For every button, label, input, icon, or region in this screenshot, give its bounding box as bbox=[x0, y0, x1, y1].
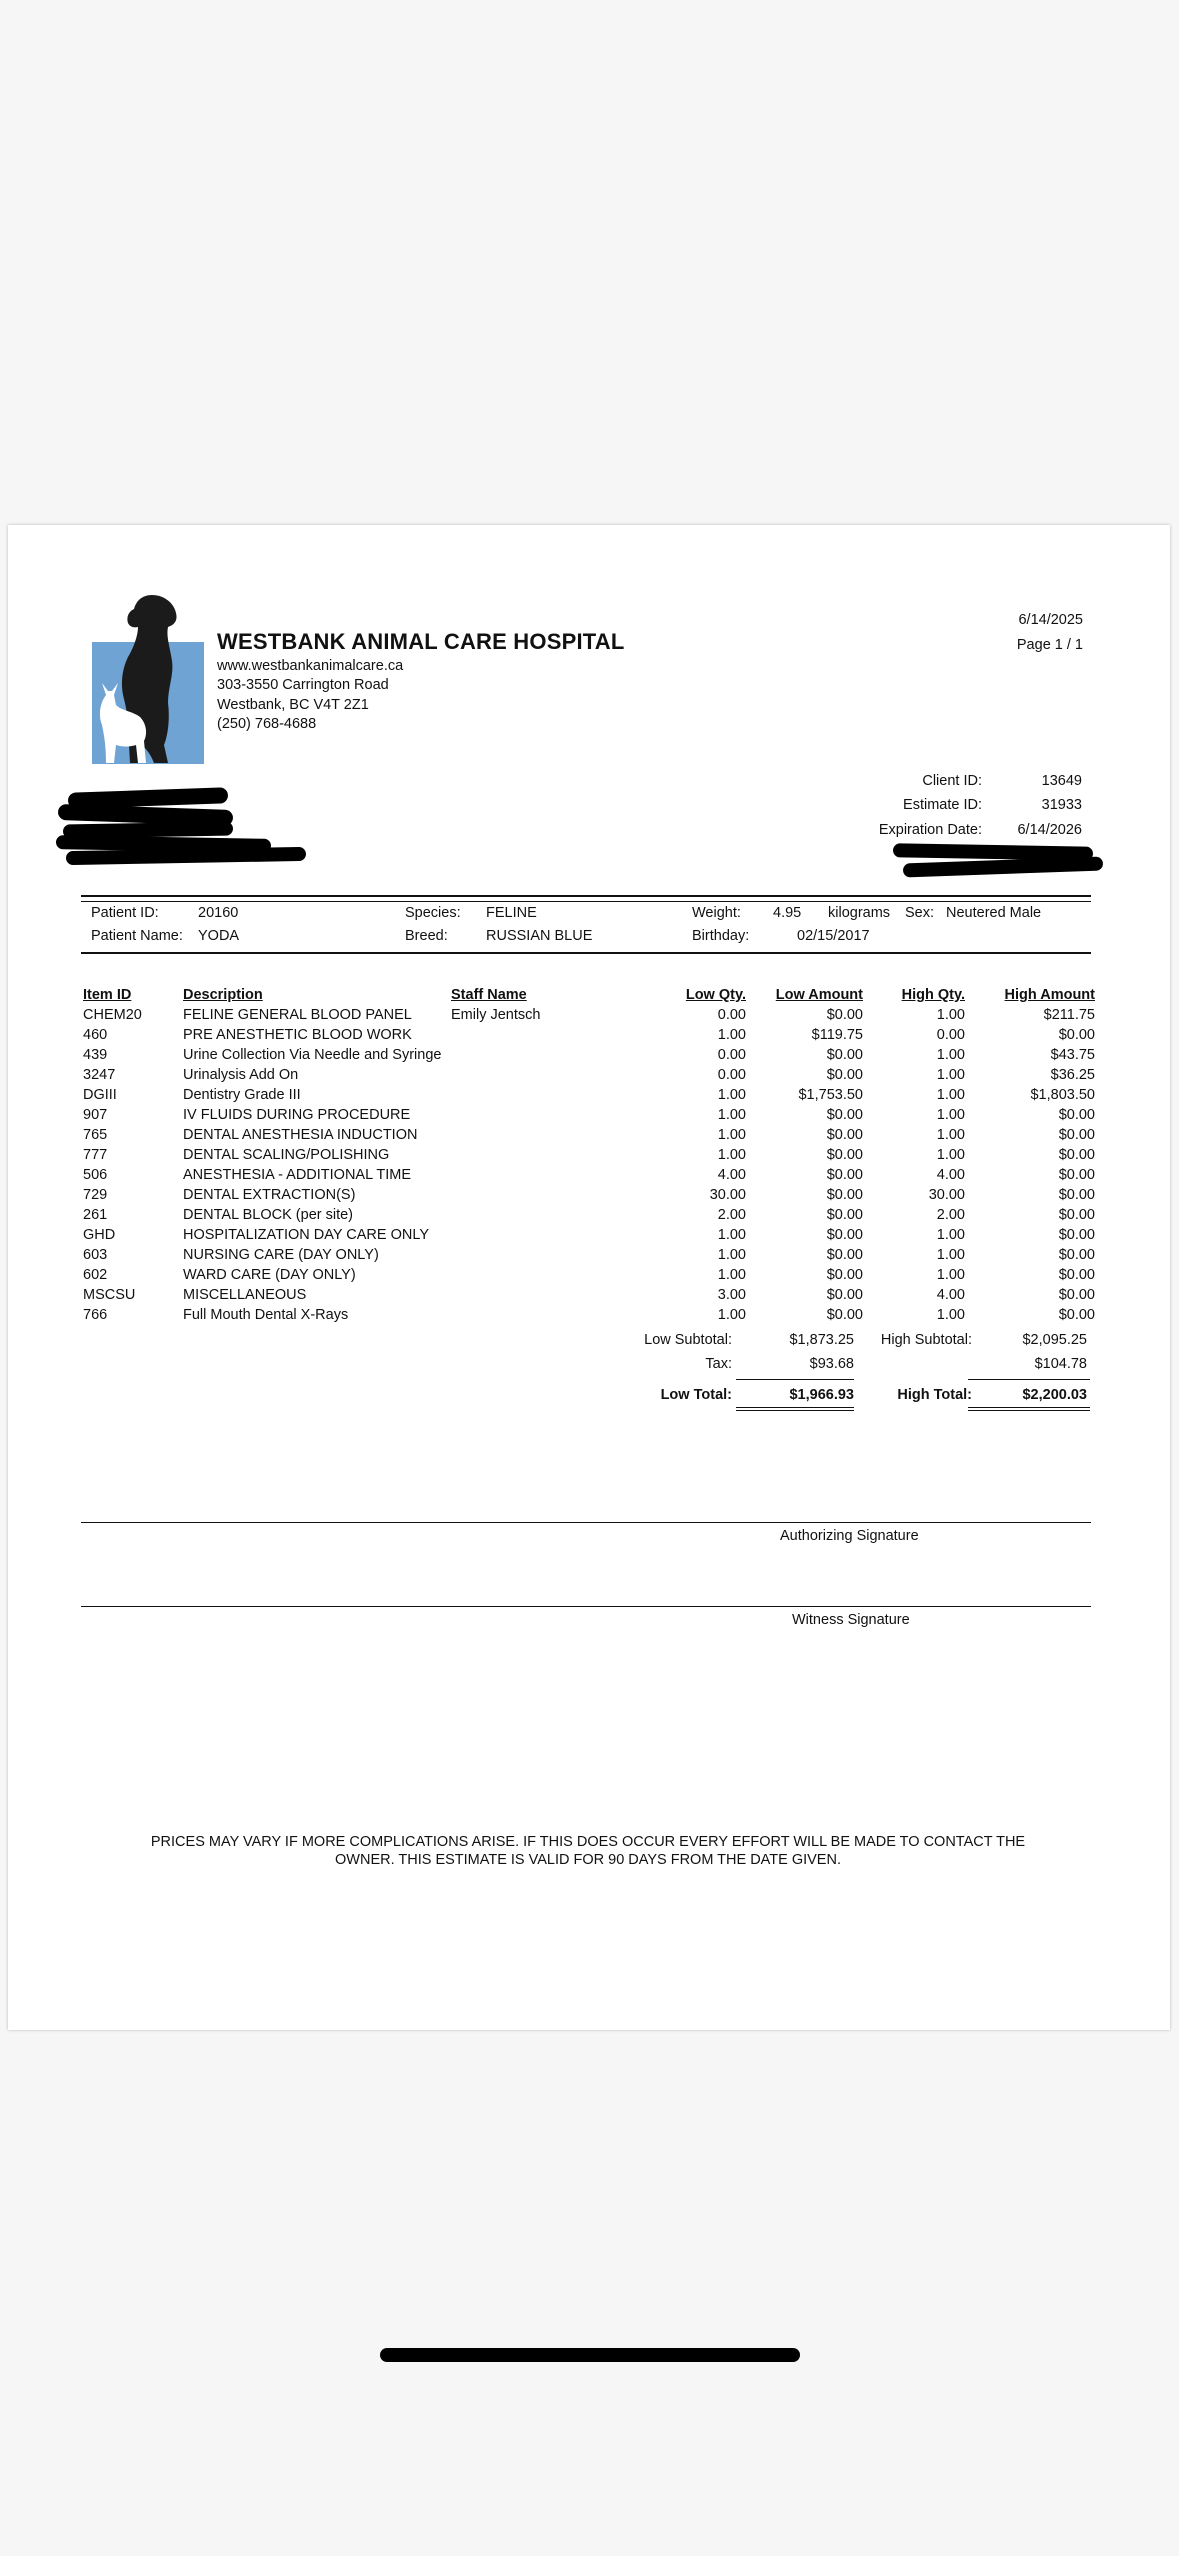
item-low-qty: 1.00 bbox=[717, 1027, 746, 1043]
pricing-notice bbox=[108, 1833, 1068, 1869]
item-description: DENTAL BLOCK (per site) bbox=[183, 1207, 354, 1223]
birthday-label: Birthday: bbox=[692, 928, 750, 944]
table-row bbox=[83, 1085, 1095, 1105]
low-total-rule bbox=[736, 1379, 854, 1380]
item-high-amount: $0.00 bbox=[1058, 1147, 1095, 1163]
item-high-qty: 4.00 bbox=[936, 1287, 965, 1303]
home-indicator[interactable] bbox=[380, 2348, 800, 2362]
estimate-id-label: Estimate ID: bbox=[903, 797, 982, 813]
item-high-amount: $0.00 bbox=[1058, 1127, 1095, 1143]
item-high-amount: $0.00 bbox=[1058, 1167, 1095, 1183]
high-total-rule bbox=[968, 1379, 1090, 1380]
item-high-qty: 1.00 bbox=[936, 1067, 965, 1083]
item-description: FELINE GENERAL BLOOD PANEL bbox=[183, 1007, 412, 1023]
col-header-item-id: Item ID bbox=[83, 987, 132, 1003]
item-low-qty: 1.00 bbox=[717, 1227, 746, 1243]
item-high-qty: 1.00 bbox=[936, 1087, 965, 1103]
col-header-high-qty: High Qty. bbox=[901, 987, 965, 1003]
high-total-double-rule bbox=[968, 1407, 1090, 1411]
item-description: DENTAL ANESTHESIA INDUCTION bbox=[183, 1127, 418, 1143]
item-id: 765 bbox=[83, 1127, 108, 1143]
item-description: IV FLUIDS DURING PROCEDURE bbox=[183, 1107, 411, 1123]
item-id: GHD bbox=[83, 1227, 116, 1243]
item-high-amount: $0.00 bbox=[1058, 1107, 1095, 1123]
sex-value: Neutered Male bbox=[946, 905, 1042, 921]
item-id: 261 bbox=[83, 1207, 108, 1223]
item-high-amount: $36.25 bbox=[1050, 1067, 1095, 1083]
item-description: ANESTHESIA - ADDITIONAL TIME bbox=[183, 1167, 412, 1183]
table-row bbox=[83, 1025, 1095, 1045]
item-high-amount: $0.00 bbox=[1058, 1307, 1095, 1323]
table-row bbox=[83, 1165, 1095, 1185]
item-low-amount: $119.75 bbox=[811, 1027, 863, 1043]
low-tax-value: $93.68 bbox=[809, 1356, 854, 1372]
table-row bbox=[83, 1145, 1095, 1165]
item-low-qty: 0.00 bbox=[717, 1047, 746, 1063]
item-id: 766 bbox=[83, 1307, 108, 1323]
item-high-qty: 1.00 bbox=[936, 1267, 965, 1283]
table-header-row bbox=[83, 985, 1095, 1005]
item-staff bbox=[451, 1025, 641, 1045]
high-subtotal-label: High Subtotal: bbox=[880, 1332, 972, 1348]
item-low-amount: $0.00 bbox=[826, 1287, 863, 1303]
redacted-client-email bbox=[903, 857, 1103, 878]
document-date: 6/14/2025 bbox=[1018, 612, 1083, 628]
item-high-amount: $1,803.50 bbox=[1030, 1087, 1095, 1103]
weight-label: Weight: bbox=[692, 905, 741, 921]
item-low-amount: $0.00 bbox=[826, 1007, 863, 1023]
item-low-amount: $0.00 bbox=[826, 1307, 863, 1323]
item-low-qty: 1.00 bbox=[717, 1147, 746, 1163]
hospital-address-line2: Westbank, BC V4T 2Z1 bbox=[217, 697, 369, 713]
item-low-qty: 1.00 bbox=[717, 1307, 746, 1323]
item-low-qty: 4.00 bbox=[717, 1167, 746, 1183]
item-description: Urine Collection Via Needle and Syringe bbox=[183, 1047, 442, 1063]
low-total-value: $1,966.93 bbox=[789, 1387, 854, 1403]
col-header-low-qty: Low Qty. bbox=[685, 987, 746, 1003]
table-row bbox=[83, 1105, 1095, 1125]
estimate-items-table bbox=[83, 985, 1095, 1325]
table-row bbox=[83, 1245, 1095, 1265]
table-row bbox=[83, 1005, 1095, 1025]
item-description: DENTAL EXTRACTION(S) bbox=[183, 1187, 356, 1203]
item-staff bbox=[451, 1225, 641, 1245]
item-low-qty: 30.00 bbox=[709, 1187, 746, 1203]
patient-id-value: 20160 bbox=[198, 905, 239, 921]
item-id: 3247 bbox=[83, 1067, 116, 1083]
estimate-document bbox=[8, 525, 1170, 2030]
item-staff bbox=[451, 1205, 641, 1225]
col-header-high-amount: High Amount bbox=[1004, 987, 1095, 1003]
item-high-amount: $0.00 bbox=[1058, 1227, 1095, 1243]
item-description: NURSING CARE (DAY ONLY) bbox=[183, 1247, 379, 1263]
table-row bbox=[83, 1185, 1095, 1205]
pricing-notice-line2: OWNER. THIS ESTIMATE IS VALID FOR 90 DAYS FROM THE DATE GIVEN. bbox=[335, 1852, 841, 1868]
item-high-qty: 30.00 bbox=[928, 1187, 965, 1203]
birthday-value: 02/15/2017 bbox=[797, 928, 870, 944]
item-staff bbox=[451, 1165, 641, 1185]
item-staff bbox=[451, 1145, 641, 1165]
item-low-qty: 2.00 bbox=[717, 1207, 746, 1223]
patient-name-value: YODA bbox=[198, 928, 240, 944]
col-header-low-amount: Low Amount bbox=[775, 987, 863, 1003]
hospital-logo bbox=[84, 595, 209, 770]
item-description: MISCELLANEOUS bbox=[183, 1287, 307, 1303]
item-low-amount: $1,753.50 bbox=[798, 1087, 863, 1103]
item-id: 602 bbox=[83, 1267, 108, 1283]
item-high-amount: $211.75 bbox=[1043, 1007, 1095, 1023]
tax-label: Tax: bbox=[705, 1356, 732, 1372]
client-id-label: Client ID: bbox=[922, 773, 982, 789]
table-row bbox=[83, 1205, 1095, 1225]
item-id: 729 bbox=[83, 1187, 108, 1203]
hospital-address-line1: 303-3550 Carrington Road bbox=[217, 677, 389, 693]
high-subtotal-value: $2,095.25 bbox=[1022, 1332, 1087, 1348]
hospital-name: WESTBANK ANIMAL CARE HOSPITAL bbox=[217, 629, 625, 654]
item-staff bbox=[451, 1265, 641, 1285]
patient-bottom-rule bbox=[81, 952, 1091, 954]
table-row bbox=[83, 1045, 1095, 1065]
table-row bbox=[83, 1285, 1095, 1305]
hospital-phone: (250) 768-4688 bbox=[217, 716, 317, 732]
item-low-amount: $0.00 bbox=[826, 1167, 863, 1183]
item-low-amount: $0.00 bbox=[826, 1047, 863, 1063]
high-total-value: $2,200.03 bbox=[1022, 1387, 1087, 1403]
witness-signature-label: Witness Signature bbox=[792, 1612, 910, 1628]
item-high-amount: $0.00 bbox=[1058, 1207, 1095, 1223]
item-description: WARD CARE (DAY ONLY) bbox=[183, 1267, 356, 1283]
item-high-amount: $43.75 bbox=[1050, 1047, 1095, 1063]
sex-label: Sex: bbox=[905, 905, 935, 921]
item-staff bbox=[451, 1125, 641, 1145]
species-value: FELINE bbox=[486, 905, 537, 921]
low-subtotal-value: $1,873.25 bbox=[789, 1332, 854, 1348]
item-staff bbox=[451, 1245, 641, 1265]
species-label: Species: bbox=[405, 905, 461, 921]
patient-name-label: Patient Name: bbox=[91, 928, 183, 944]
item-high-amount: $0.00 bbox=[1058, 1287, 1095, 1303]
item-staff bbox=[451, 1085, 641, 1105]
item-id: 603 bbox=[83, 1247, 108, 1263]
patient-id-label: Patient ID: bbox=[91, 905, 159, 921]
item-high-amount: $0.00 bbox=[1058, 1027, 1095, 1043]
pricing-notice-line1: PRICES MAY VARY IF MORE COMPLICATIONS ARISE. IF THIS DOES OCCUR EVERY EFFORT WILL BE MADE TO CONTACT THE bbox=[150, 1834, 1026, 1850]
item-high-qty: 1.00 bbox=[936, 1007, 965, 1023]
item-description: DENTAL SCALING/POLISHING bbox=[183, 1147, 390, 1163]
weight-value: 4.95 bbox=[773, 905, 802, 921]
item-staff: Emily Jentsch bbox=[451, 1007, 541, 1023]
col-header-description: Description bbox=[183, 987, 263, 1003]
item-low-qty: 1.00 bbox=[717, 1107, 746, 1123]
item-id: DGIII bbox=[83, 1087, 117, 1103]
item-staff bbox=[451, 1285, 641, 1305]
item-low-qty: 0.00 bbox=[717, 1007, 746, 1023]
item-description: HOSPITALIZATION DAY CARE ONLY bbox=[183, 1227, 430, 1243]
item-description: Full Mouth Dental X-Rays bbox=[183, 1307, 349, 1323]
item-low-amount: $0.00 bbox=[826, 1067, 863, 1083]
item-low-amount: $0.00 bbox=[826, 1107, 863, 1123]
item-id: 460 bbox=[83, 1027, 108, 1043]
item-low-amount: $0.00 bbox=[826, 1227, 863, 1243]
item-high-qty: 1.00 bbox=[936, 1107, 965, 1123]
item-staff bbox=[451, 1185, 641, 1205]
item-low-amount: $0.00 bbox=[826, 1147, 863, 1163]
table-row bbox=[83, 1305, 1095, 1325]
low-total-label: Low Total: bbox=[660, 1387, 732, 1403]
item-high-amount: $0.00 bbox=[1058, 1187, 1095, 1203]
item-id: 907 bbox=[83, 1107, 108, 1123]
item-description: Urinalysis Add On bbox=[183, 1067, 299, 1083]
low-subtotal-label: Low Subtotal: bbox=[644, 1332, 732, 1348]
redacted-client-phone bbox=[66, 847, 306, 865]
item-high-amount: $0.00 bbox=[1058, 1267, 1095, 1283]
item-low-amount: $0.00 bbox=[826, 1187, 863, 1203]
item-high-qty: 4.00 bbox=[936, 1167, 965, 1183]
low-total-double-rule bbox=[736, 1407, 854, 1411]
item-high-qty: 1.00 bbox=[936, 1047, 965, 1063]
item-high-qty: 1.00 bbox=[936, 1227, 965, 1243]
item-staff bbox=[451, 1045, 641, 1065]
item-high-qty: 1.00 bbox=[936, 1127, 965, 1143]
item-staff bbox=[451, 1305, 641, 1325]
breed-label: Breed: bbox=[405, 928, 448, 944]
page-number: Page 1 / 1 bbox=[1016, 637, 1083, 653]
authorizing-signature-label: Authorizing Signature bbox=[780, 1528, 919, 1544]
client-id-value: 13649 bbox=[1041, 773, 1082, 789]
item-id: 439 bbox=[83, 1047, 108, 1063]
item-id: MSCSU bbox=[83, 1287, 136, 1303]
item-low-amount: $0.00 bbox=[826, 1127, 863, 1143]
weight-unit: kilograms bbox=[828, 905, 891, 921]
item-id: CHEM20 bbox=[83, 1007, 142, 1023]
table-row bbox=[83, 1065, 1095, 1085]
item-low-amount: $0.00 bbox=[826, 1207, 863, 1223]
item-low-qty: 3.00 bbox=[717, 1287, 746, 1303]
item-low-qty: 1.00 bbox=[717, 1127, 746, 1143]
item-id: 506 bbox=[83, 1167, 108, 1183]
item-staff bbox=[451, 1065, 641, 1085]
item-id: 777 bbox=[83, 1147, 108, 1163]
high-tax-value: $104.78 bbox=[1034, 1356, 1087, 1372]
item-high-qty: 1.00 bbox=[936, 1147, 965, 1163]
breed-value: RUSSIAN BLUE bbox=[486, 928, 593, 944]
item-high-qty: 1.00 bbox=[936, 1307, 965, 1323]
hospital-website: www.westbankanimalcare.ca bbox=[217, 658, 404, 674]
item-description: PRE ANESTHETIC BLOOD WORK bbox=[183, 1027, 412, 1043]
item-high-qty: 2.00 bbox=[936, 1207, 965, 1223]
item-description: Dentistry Grade III bbox=[183, 1087, 301, 1103]
item-low-qty: 1.00 bbox=[717, 1267, 746, 1283]
patient-top-rule-2 bbox=[81, 901, 1091, 902]
expiration-date-label: Expiration Date: bbox=[878, 822, 982, 838]
item-low-qty: 1.00 bbox=[717, 1087, 746, 1103]
table-row bbox=[83, 1125, 1095, 1145]
item-high-qty: 1.00 bbox=[936, 1247, 965, 1263]
item-staff bbox=[451, 1105, 641, 1125]
item-low-qty: 1.00 bbox=[717, 1247, 746, 1263]
col-header-staff-name: Staff Name bbox=[451, 987, 527, 1003]
witness-signature-line bbox=[81, 1606, 1091, 1607]
expiration-date-value: 6/14/2026 bbox=[1017, 822, 1082, 838]
item-low-amount: $0.00 bbox=[826, 1267, 863, 1283]
item-high-qty: 0.00 bbox=[936, 1027, 965, 1043]
table-row bbox=[83, 1225, 1095, 1245]
item-high-amount: $0.00 bbox=[1058, 1247, 1095, 1263]
table-row bbox=[83, 1265, 1095, 1285]
item-low-amount: $0.00 bbox=[826, 1247, 863, 1263]
estimate-id-value: 31933 bbox=[1041, 797, 1082, 813]
item-low-qty: 0.00 bbox=[717, 1067, 746, 1083]
high-total-label: High Total: bbox=[897, 1387, 972, 1403]
authorizing-signature-line bbox=[81, 1522, 1091, 1523]
patient-top-rule bbox=[81, 895, 1091, 897]
